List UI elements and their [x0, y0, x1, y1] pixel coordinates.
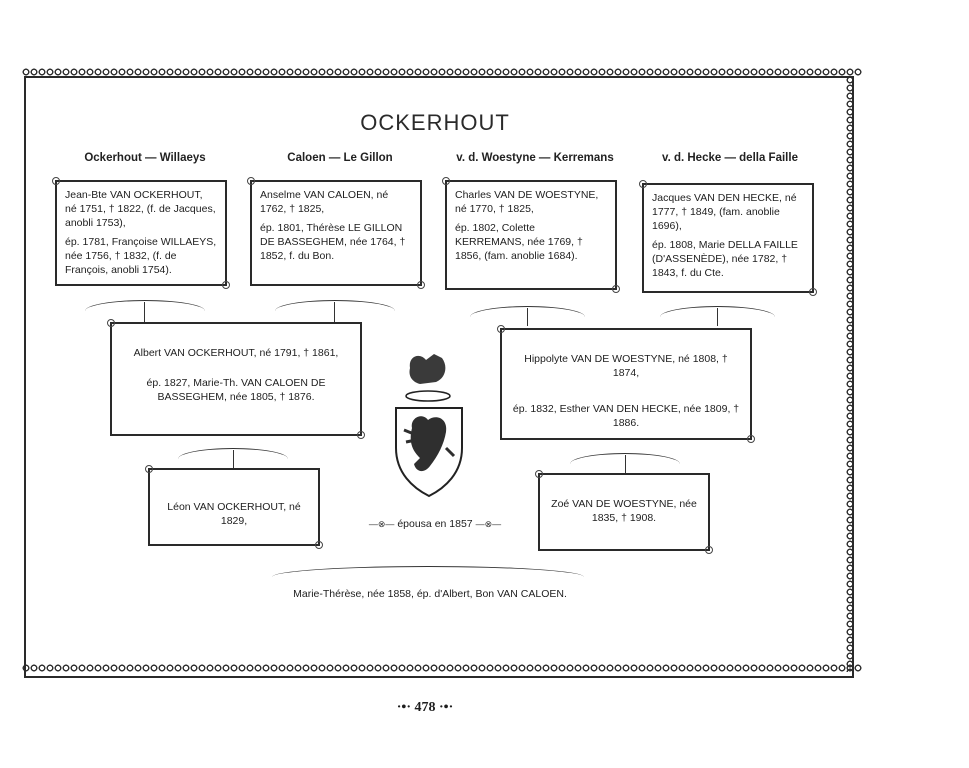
- entry-birth: Jean-Bte VAN OCKERHOUT, né 1751, † 1822, (f. de Jacques, anobli 1753),: [65, 189, 216, 229]
- connector-line: [527, 308, 528, 326]
- connector-line: [144, 302, 145, 322]
- entry-birth: Anselme VAN CALOEN, né 1762, † 1825,: [260, 189, 389, 215]
- person-box-zoe: [538, 473, 710, 551]
- ornament-right: —⊗—: [475, 519, 502, 529]
- entry-birth: Jacques VAN DEN HECKE, né 1777, † 1849, (fam. anoblie 1696),: [652, 192, 797, 232]
- person-box-albert: [110, 322, 362, 436]
- family-heading-woestyne: v. d. Woestyne — Kerremans: [456, 152, 614, 164]
- entry-birth: Albert VAN OCKERHOUT, né 1791, † 1861,: [133, 347, 339, 359]
- person-box-charles: [445, 180, 617, 290]
- person-box-leon: [148, 468, 320, 546]
- entry-marriage: ép. 1808, Marie DELLA FAILLE (D'ASSENÈDE), née 1782, † 1843, f. du Cte.: [652, 239, 798, 279]
- coat-of-arms: [390, 348, 468, 498]
- page-number: ·•· 478 ·•·: [396, 700, 454, 715]
- family-heading-ockerhout: Ockerhout — Willaeys: [84, 152, 206, 164]
- connector-line: [625, 455, 626, 473]
- family-heading-caloen: Caloen — Le Gillon: [287, 152, 393, 164]
- entry-marriage: ép. 1781, Françoise WILLAEYS, née 1756, † 1832, (f. de François, anobli 1754).: [65, 236, 217, 276]
- marriage-text: épousa en 1857: [397, 518, 473, 530]
- entry-birth: Léon VAN OCKERHOUT, né 1829,: [167, 501, 301, 527]
- entry-marriage: ép. 1802, Colette KERREMANS, née 1769, † 1856, (fam. anoblie 1684).: [455, 222, 583, 262]
- family-heading-hecke: v. d. Hecke — della Faille: [662, 152, 798, 164]
- marriage-note: [355, 518, 515, 530]
- connector-line: [717, 308, 718, 326]
- entry-marriage: ép. 1801, Thérèse LE GILLON DE BASSEGHEM, née 1764, † 1852, f. du Bon.: [260, 222, 406, 262]
- entry-marriage: ép. 1827, Marie-Th. VAN CALOEN DE BASSEGHEM, née 1805, † 1876.: [146, 377, 326, 403]
- entry-birth: Zoé VAN DE WOESTYNE, née 1835, † 1908.: [551, 498, 697, 524]
- connector-line: [334, 302, 335, 322]
- child-entry: Marie-Thérèse, née 1858, ép. d'Albert, Bon VAN CALOEN.: [293, 588, 567, 600]
- page-ornament: ·•·: [439, 700, 454, 715]
- person-box-hippolyte: [500, 328, 752, 440]
- person-box-jean-bte: [55, 180, 227, 286]
- ornamental-border-top: [22, 68, 862, 76]
- entry-marriage: ép. 1832, Esther VAN DEN HECKE, née 1809, † 1886.: [512, 403, 740, 429]
- person-box-jacques: [642, 183, 814, 293]
- connector-line: [233, 450, 234, 468]
- page-ornament: ·•·: [396, 700, 411, 715]
- entry-birth: Hippolyte VAN DE WOESTYNE, né 1808, † 1874,: [524, 353, 728, 379]
- ornament-left: —⊗—: [368, 519, 395, 529]
- entry-birth: Charles VAN DE WOESTYNE, né 1770, † 1825,: [455, 189, 599, 215]
- page-title: OCKERHOUT: [360, 110, 510, 135]
- person-box-anselme: [250, 180, 422, 286]
